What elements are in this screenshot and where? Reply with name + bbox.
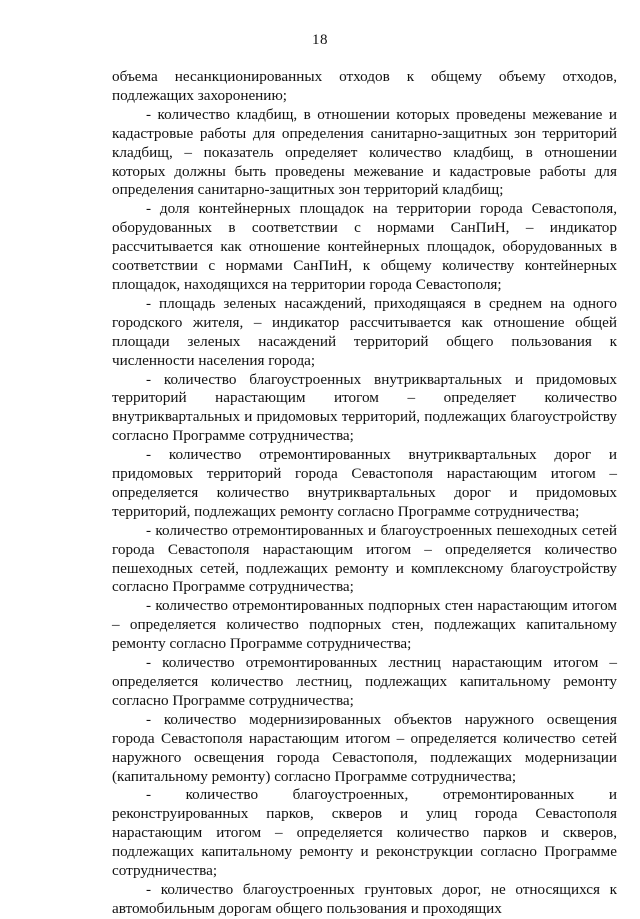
paragraph-cemeteries: - количество кладбищ, в отношении которых проведены межевание и кадастровые работы для определения санитарно-защитных зон территорий кладбищ, – показатель определяет количество кладбищ, в отношении которых должны быть проведены межевание и кадастровые работы для определения санитарно-защитных зон территорий кладбищ; <box>112 105 617 199</box>
paragraph-yard-roads: - количество отремонтированных внутриквартальных дорог и придомовых территорий города Севастополя нарастающим итогом – определяется количество внутриквартальных дорог и придомовых территорий, подлежащих ремонту согласно Программе сотрудничества; <box>112 446 617 520</box>
paragraph-pedestrian-networks: - количество отремонтированных и благоустроенных пешеходных сетей города Севастополя нарастающим итогом – определяется количество пешеходных сетей, подлежащих ремонту и комплексному благоустройству согласно Программе сотрудничества; <box>112 521 617 596</box>
paragraph-retaining-walls: - количество отремонтированных подпорных стен нарастающим итогом – определяется количество подпорных стен, подлежащих капитальному ремонту согласно Программе сотрудничества; <box>112 597 617 653</box>
paragraph-parks: - количество благоустроенных, отремонтированных и реконструированных парков, скверов и улиц города Севастополя нарастающим итогом – определяется количество парков и скверов, подлежащих капитальному ремонту и реконструкции согласно Программе сотрудничества; <box>112 786 617 880</box>
paragraph-green-area: - площадь зеленых насаждений, приходящаяся в среднем на одного городского жителя, – индикатор рассчитывается как отношение общей площади зеленых насаждений территорий общего пользования к численности населения города; <box>112 294 617 369</box>
paragraph-continuation: объема несанкционированных отходов к общему объему отходов, подлежащих захоронению; <box>112 68 617 104</box>
paragraph-stairs: - количество отремонтированных лестниц нарастающим итогом – определяется количество лестниц, подлежащих капитальному ремонту согласно Программе сотрудничества; <box>112 654 617 709</box>
paragraph-container-sites: - доля контейнерных площадок на территории города Севастополя, оборудованных в соответствии с нормами СанПиН, – индикатор рассчитывается как отношение контейнерных площадок, оборудованных в соответствии с нормами СанПиН, к общему количеству контейнерных площадок, находящихся на территории города Севастополя; <box>112 200 617 293</box>
paragraph-street-lighting: - количество модернизированных объектов наружного освещения города Севастополя нарастающим итогом – определяется количество сетей наружного освещения города Севастополя, подлежащих модернизации (капитальному ремонту) согласно Программе сотрудничества; <box>112 710 617 785</box>
paragraph-dirt-roads: - количество благоустроенных грунтовых дорог, не относящихся к автомобильным дорогам общего пользования и проходящих <box>112 880 617 917</box>
body-text <box>112 68 617 919</box>
page-number: 18 <box>312 32 328 48</box>
paragraph-yard-territories: - количество благоустроенных внутриквартальных и придомовых территорий нарастающим итогом – определяет количество внутриквартальных и придомовых территорий, подлежащих благоустройству согласно Программе сотрудничества; <box>112 370 617 445</box>
